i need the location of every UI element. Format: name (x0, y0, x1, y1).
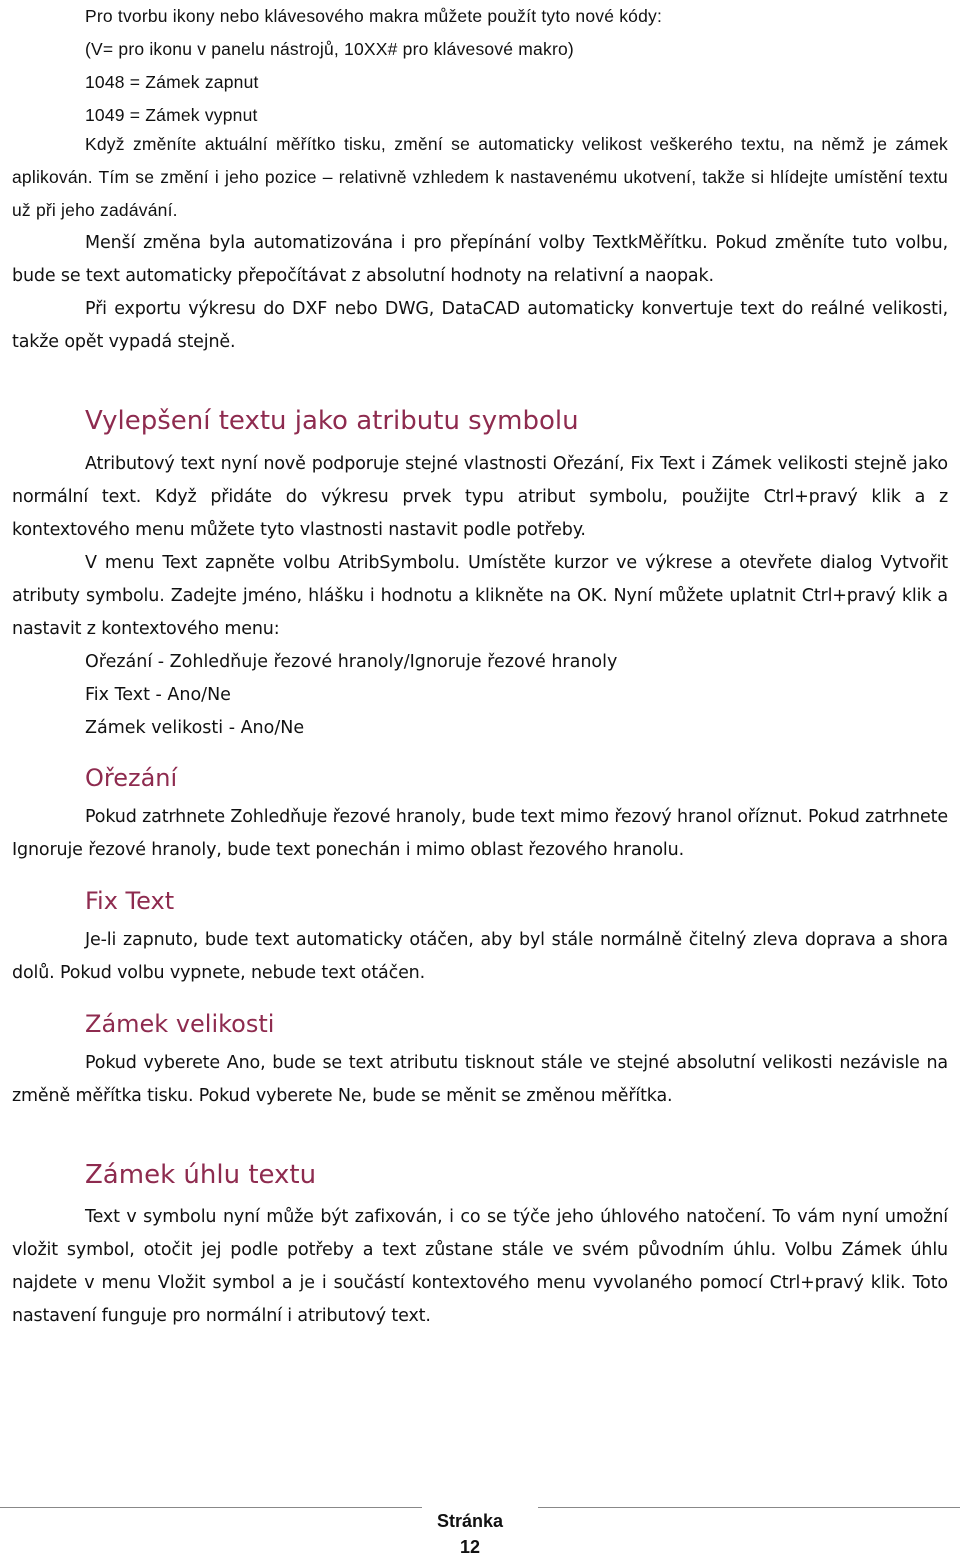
heading-clipping: Ořezání (85, 764, 178, 792)
para-scale-change: Když změníte aktuální měřítko tisku, změní se automaticky velikost veškerého textu, na němž je zámek aplikován. Tím se změní i jeho pozice – relativně vzhledem k nastavenému ukotvení, takže si hlídejte umístění textu už při jeho zadávání. (12, 134, 948, 220)
list-item: Zámek velikosti - Ano/Ne (85, 718, 305, 738)
para-attribute-1: Atributový text nyní nově podporuje stejné vlastnosti Ořezání, Fix Text i Zámek velikosti stejně jako normální text. Když přidáte do výkresu prvek typu atribut symbolu, použijte Ctrl+pravý klik a z kontextového menu můžete tyto vlastnosti nastavit podle potřeby. (12, 454, 948, 540)
heading-size-lock: Zámek velikosti (85, 1010, 275, 1038)
intro-codes (12, 0, 948, 132)
intro-line: 1049 = Zámek vypnut (85, 105, 258, 125)
para-attribute-2: V menu Text zapněte volbu AtribSymbolu. Umístěte kurzor ve výkrese a otevřete dialog Vytvořit atributy symbolu. Zadejte jméno, hlášku i hodnotu a klikněte na OK. Nyní můžete uplatnit Ctrl+pravý klik a nastavit z kontextového menu: (12, 553, 948, 639)
para-size-lock: Pokud vyberete Ano, bude se text atributu tisknout stále ve stejné absolutní velikosti nezávisle na změně měřítka tisku. Pokud vyberete Ne, bude se měnit se změnou měřítka. (12, 1053, 948, 1106)
list-item: Fix Text - Ano/Ne (85, 685, 231, 705)
para-angle-lock: Text v symbolu nyní může být zafixován, i co se týče jeho úhlového natočení. To vám nyní umožní vložit symbol, otočit jej podle potřeby a text zůstane stále ve svém původním úhlu. Volbu Zámek úhlu najdete v menu Vložit symbol a je i součástí kontextového menu vyvolaného pomocí Ctrl+pravý klik. Toto nastavení funguje pro normální i atributový text. (12, 1207, 948, 1326)
footer-label: Stránka (436, 1511, 504, 1531)
page-number: 12 (459, 1537, 481, 1557)
page-footer (420, 1508, 520, 1560)
intro-line: (V= pro ikonu v panelu nástrojů, 10XX# pro klávesové makro) (85, 39, 574, 59)
footer-rule-right (538, 1507, 960, 1508)
para-clipping: Pokud zatrhnete Zohledňuje řezové hranoly, bude text mimo řezový hranol oříznut. Pokud zatrhnete Ignoruje řezové hranoly, bude text ponechán i mimo oblast řezového hranolu. (12, 807, 948, 860)
para-export: Při exportu výkresu do DXF nebo DWG, DataCAD automaticky konvertuje text do reálné velikosti, takže opět vypadá stejně. (12, 299, 948, 352)
para-toggle-change: Menší změna byla automatizována i pro přepínání volby TextkMěřítku. Pokud změníte tuto volbu, bude se text automaticky přepočítávat z absolutní hodnoty na relativní a naopak. (12, 233, 948, 286)
attribute-options-list (85, 646, 617, 745)
heading-angle-lock: Zámek úhlu textu (85, 1160, 317, 1190)
footer-rule-left (0, 1507, 422, 1508)
list-item: Ořezání - Zohledňuje řezové hranoly/Ignoruje řezové hranoly (85, 652, 618, 672)
heading-attribute-text: Vylepšení textu jako atributu symbolu (85, 406, 579, 436)
para-fix-text: Je-li zapnuto, bude text automaticky otáčen, aby byl stále normálně čitelný zleva doprava a shora dolů. Pokud volbu vypnete, nebude text otáčen. (12, 930, 948, 983)
heading-fix-text: Fix Text (85, 887, 175, 915)
intro-line: 1048 = Zámek zapnut (85, 72, 259, 92)
intro-line: Pro tvorbu ikony nebo klávesového makra můžete použít tyto nové kódy: (85, 6, 663, 26)
